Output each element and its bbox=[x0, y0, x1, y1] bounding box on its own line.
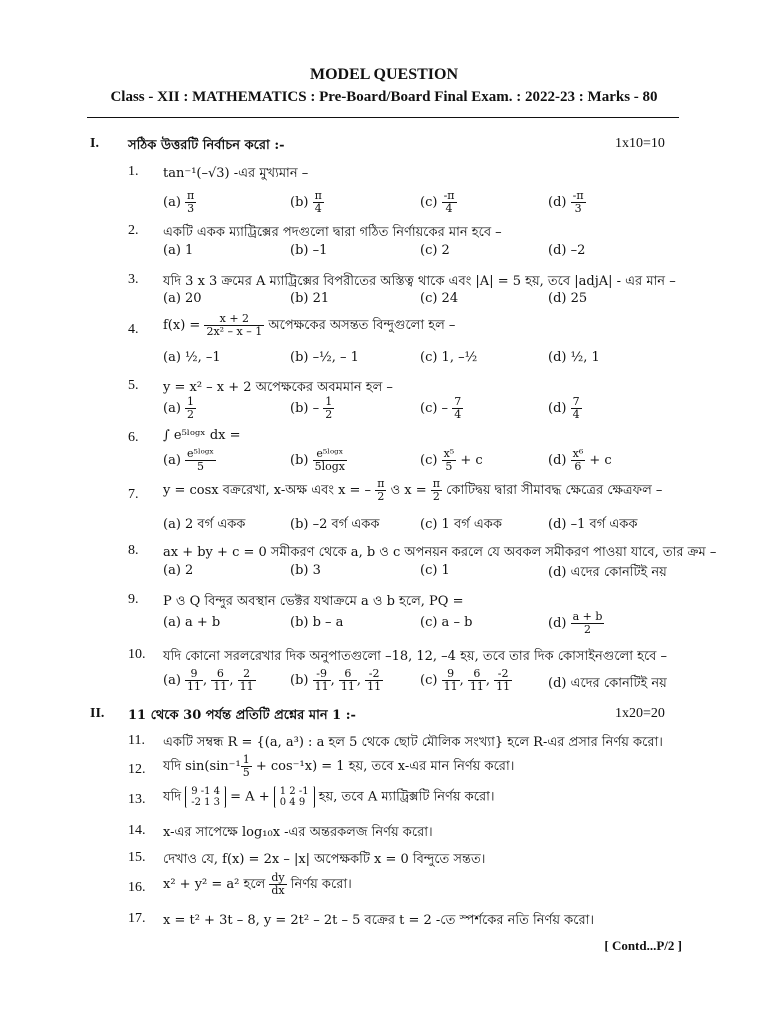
question-number: 6. bbox=[128, 430, 139, 445]
question-number: 11. bbox=[128, 733, 145, 748]
question-text: ax + by + c = 0 সমীকরণ থেকে a, b ও c অপনয়ন করলে যে অবকল সমীকরণ পাওয়া যাবে, তার ক্রম – bbox=[163, 545, 717, 560]
option: (c) $\frac{9}{11}$ , $\frac{6}{11}$ , $\frac{-2}{11}$ bbox=[420, 667, 511, 693]
option: (a) $\frac{\text{e⁵ˡᵒᵍˣ}}{5}$ bbox=[163, 447, 214, 473]
option: (c) 1 bbox=[420, 563, 450, 578]
section-title: সঠিক উত্তরটি নির্বাচন করো :- bbox=[128, 138, 285, 153]
question-number: 12. bbox=[128, 762, 146, 777]
question-text: x-এর সাপেক্ষে log₁₀x -এর অন্তরকলজ নির্ণয় করো। bbox=[163, 825, 433, 840]
option: (d) $\frac{7}{4}$ bbox=[548, 395, 580, 421]
option: (b) $\frac{\text{e⁵ˡᵒᵍˣ}}{5\log x}$ bbox=[290, 447, 345, 473]
option: (d) $\frac{-\pi}{3}$ bbox=[548, 189, 584, 215]
option: (b) b – a bbox=[290, 615, 344, 630]
question-text: যদি 9 -1 4 -2 1 3 = A + 1 2 -1 0 4 9 হয়, তবে A ম্যাট্রিক্সটি নির্ণয় করো। bbox=[163, 786, 495, 808]
option: (a) 20 bbox=[163, 291, 202, 306]
option: (d) –2 bbox=[548, 243, 586, 258]
option: (c) $\frac{\text{x⁵}}{5}$ + c bbox=[420, 447, 483, 473]
option: (a) $\frac{1}{2}$ bbox=[163, 395, 195, 421]
question-text: x = t² + 3t – 8, y = 2t² – 2t – 5 বক্রের t = 2 -তে স্পর্শকের নতি নির্ণয় করো। bbox=[163, 913, 595, 928]
question-text: যদি কোনো সরলরেখার দিক অনুপাতগুলো –18, 12, –4 হয়, তবে তার দিক কোসাইনগুলো হবে – bbox=[163, 649, 668, 664]
section-number: II. bbox=[90, 706, 105, 721]
question-number: 1. bbox=[128, 164, 139, 179]
option: (a) 2 bbox=[163, 563, 194, 578]
option: (c) – $\frac{7}{4}$ bbox=[420, 395, 462, 421]
question-number: 17. bbox=[128, 911, 146, 926]
question-text: P ও Q বিন্দুর অবস্থান ভেক্টর যথাক্রমে a ও b হলে, PQ = bbox=[163, 594, 464, 609]
option: (d) এদের কোনটিই নয় bbox=[548, 565, 667, 580]
question-text: একটি একক ম্যাট্রিক্সের পদগুলো দ্বারা গঠিত নির্ণায়কের মান হবে – bbox=[163, 225, 502, 240]
option: (c) 1 বর্গ একক bbox=[420, 517, 502, 532]
option: (c) 2 bbox=[420, 243, 450, 258]
question-text: ∫ e⁵ˡᵒᵍˣ dx = bbox=[163, 428, 241, 443]
option: (d) –1 বর্গ একক bbox=[548, 517, 638, 532]
option: (a) 2 বর্গ একক bbox=[163, 517, 246, 532]
option: (a) $\frac{\pi}{3}$ bbox=[163, 189, 195, 215]
option: (d) $\frac{a + b}{2}$ bbox=[548, 610, 603, 636]
question-number: 13. bbox=[128, 792, 146, 807]
option: (b) $\frac{\pi}{4}$ bbox=[290, 189, 322, 215]
question-number: 2. bbox=[128, 223, 139, 238]
option: (b) 21 bbox=[290, 291, 330, 306]
option: (a) ½, –1 bbox=[163, 350, 221, 365]
option: (c) $\frac{-\pi}{4}$ bbox=[420, 189, 455, 215]
page-subtitle: Class - XII : MATHEMATICS : Pre-Board/Board Final Exam. : 2022-23 : Marks - 80 bbox=[110, 89, 658, 105]
option: (c) 1, –½ bbox=[420, 350, 478, 365]
option: (d) এদের কোনটিই নয় bbox=[548, 676, 667, 691]
header-rule bbox=[87, 117, 679, 118]
option: (d) $\frac{\text{x⁶}}{6}$ + c bbox=[548, 447, 612, 473]
option: (d) ½, 1 bbox=[548, 350, 600, 365]
question-text: tan⁻¹(–√3) -এর মুখ্যমান – bbox=[163, 166, 309, 181]
question-number: 7. bbox=[128, 487, 139, 502]
question-text: y = cosx বক্ররেখা, x-অক্ষ এবং x = – $\frac{\pi}{2}$ ও x = $\frac{\pi}{2}$ কোটিদ্বয় দ্বারা সীমাবদ্ধ ক্ষেত্রের ক্ষেত্রফল – bbox=[163, 477, 663, 503]
continued-note: [ Contd...P/2 ] bbox=[604, 938, 682, 953]
option: (c) 24 bbox=[420, 291, 459, 306]
option: (b) 3 bbox=[290, 563, 321, 578]
section-marks: 1x10=10 bbox=[615, 136, 665, 151]
option: (c) a – b bbox=[420, 615, 473, 630]
question-number: 4. bbox=[128, 322, 139, 337]
option: (a) 1 bbox=[163, 243, 194, 258]
matrix: 1 2 -1 0 4 9 bbox=[274, 786, 315, 808]
option: (b) –½, – 1 bbox=[290, 350, 359, 365]
option: (a) a + b bbox=[163, 615, 221, 630]
question-text: একটি সম্বন্ধ R = {(a, a³) : a হল 5 থেকে ছোট মৌলিক সংখ্যা} হলে R-এর প্রসার নির্ণয় করো। bbox=[163, 735, 663, 750]
question-text: f(x) = $\frac{x + 2}{\text{2x² – x – 1}}$ অপেক্ষকের অসন্তত বিন্দুগুলো হল – bbox=[163, 312, 456, 338]
question-text: y = x² – x + 2 অপেক্ষকের অবমমান হল – bbox=[163, 380, 393, 395]
option: (b) $\frac{-9}{11}$ , $\frac{6}{11}$ , $\frac{-2}{11}$ bbox=[290, 667, 382, 693]
page-title: MODEL QUESTION bbox=[309, 66, 459, 83]
section-marks: 1x20=20 bbox=[615, 706, 665, 721]
section-title: 11 থেকে 30 পর্যন্ত প্রতিটি প্রশ্নের মান 1 :- bbox=[128, 708, 356, 723]
question-number: 16. bbox=[128, 880, 146, 895]
question-number: 9. bbox=[128, 592, 139, 607]
question-number: 14. bbox=[128, 823, 146, 838]
option: (b) –1 bbox=[290, 243, 328, 258]
option: (b) –2 বর্গ একক bbox=[290, 517, 380, 532]
question-number: 3. bbox=[128, 272, 139, 287]
question-text: দেখাও যে, f(x) = 2x – |x| অপেক্ষকটি x = 0 বিন্দুতে সন্তত। bbox=[163, 852, 486, 867]
question-number: 8. bbox=[128, 543, 139, 558]
option: (b) – $\frac{1}{2}$ bbox=[290, 395, 333, 421]
question-text: যদি sin(sin⁻¹ $\frac{1}{5}$ + cos⁻¹x) = 1 হয়, তবে x-এর মান নির্ণয় করো। bbox=[163, 753, 515, 779]
option: (d) 25 bbox=[548, 291, 588, 306]
question-number: 15. bbox=[128, 850, 146, 865]
section-number: I. bbox=[90, 136, 99, 151]
question-text: x² + y² = a² হলে $\frac{dy}{dx}$ নির্ণয় করো। bbox=[163, 871, 352, 897]
matrix: 9 -1 4 -2 1 3 bbox=[185, 786, 226, 808]
question-number: 5. bbox=[128, 378, 139, 393]
option: (a) $\frac{9}{11}$ , $\frac{6}{11}$ , $\frac{2}{11}$ bbox=[163, 667, 254, 693]
question-text: যদি 3 x 3 ক্রমের A ম্যাট্রিক্সের বিপরীতের অস্তিত্ব থাকে এবং |A| = 5 হয়, তবে |adjA| - এর মান – bbox=[163, 274, 676, 289]
question-number: 10. bbox=[128, 647, 146, 662]
